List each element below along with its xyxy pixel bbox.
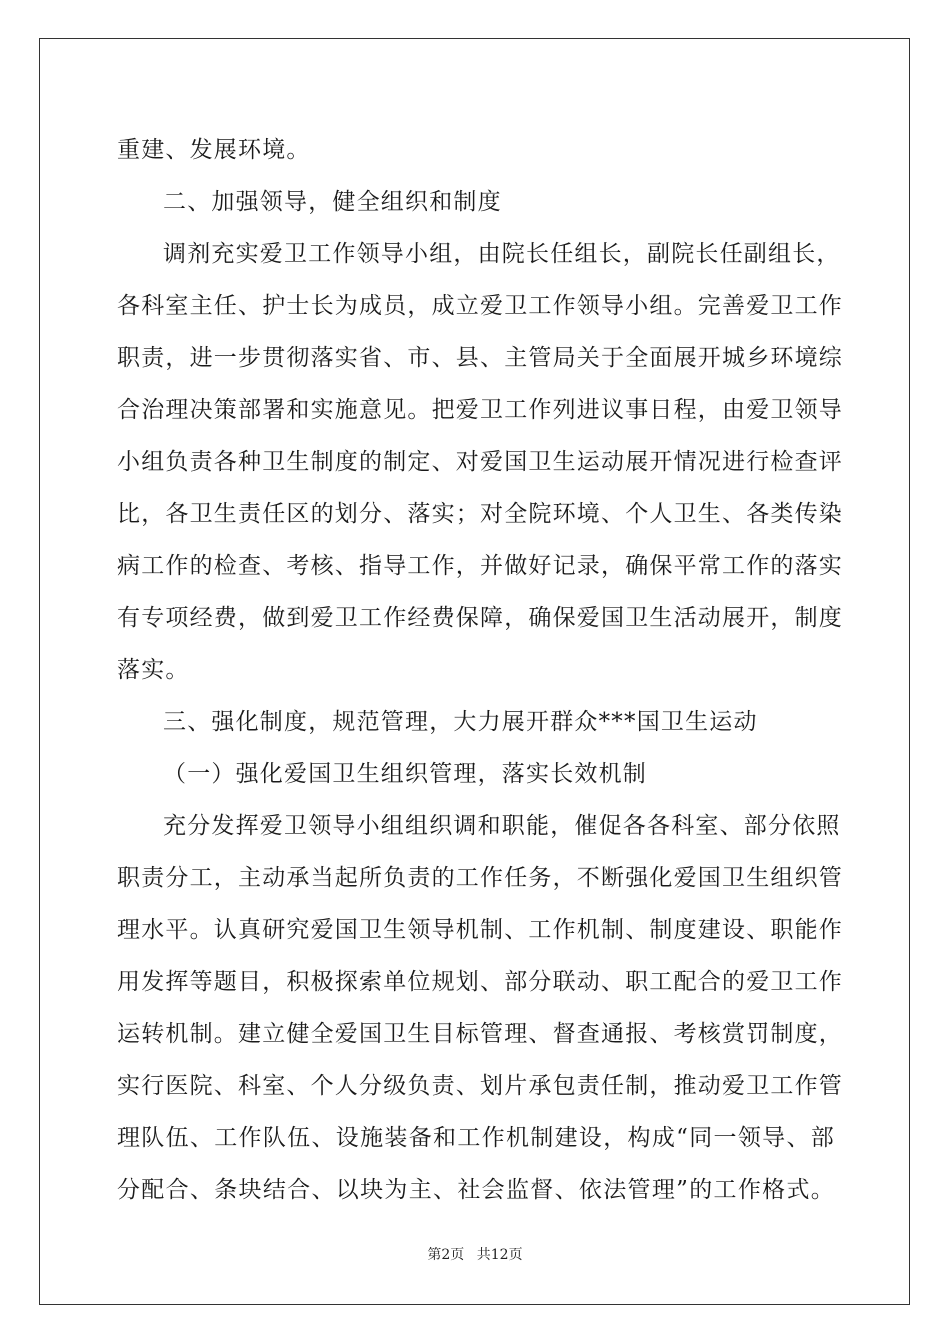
text-line: 有专项经费，做到爱卫工作经费保障，确保爱国卫生活动展开，制度: [117, 605, 843, 631]
text-line: 理队伍、工作队伍、设施装备和工作机制建设，构成“同一领导、部: [117, 1125, 835, 1151]
text-line: 调剂充实爱卫工作领导小组，由院长任组长，副院长任副组长，: [163, 241, 841, 267]
text-line: 各科室主任、护士长为成员，成立爱卫工作领导小组。完善爱卫工作: [117, 293, 843, 319]
page-number: 第2页: [427, 1247, 465, 1263]
text-line: 合治理决策部署和实施意见。把爱卫工作列进议事日程，由爱卫领导: [117, 397, 843, 423]
text-line: 落实。: [117, 657, 190, 683]
page-footer: [0, 1244, 950, 1264]
text-line: 职责分工，主动承当起所负责的工作任务，不断强化爱国卫生组织管: [117, 865, 843, 891]
text-line: 分配合、条块结合、以块为主、社会监督、依法管理”的工作格式。: [117, 1177, 835, 1203]
text-line: 职责，进一步贯彻落实省、市、县、主管局关于全面展开城乡环境综: [117, 345, 843, 371]
text-line: 三、强化制度，规范管理，大力展开群众***国卫生运动: [163, 709, 758, 735]
text-line: 小组负责各种卫生制度的制定、对爱国卫生运动展开情况进行检查评: [117, 449, 843, 475]
text-line: （一）强化爱国卫生组织管理，落实长效机制: [163, 761, 647, 787]
text-line: 病工作的检查、考核、指导工作，并做好记录，确保平常工作的落实: [117, 553, 843, 579]
document-body: [117, 124, 843, 1216]
text-line: 充分发挥爱卫领导小组组织调和职能，催促各各科室、部分依照: [163, 813, 841, 839]
text-line: 比，各卫生责任区的划分、落实；对全院环境、个人卫生、各类传染: [117, 501, 843, 527]
text-line: 二、加强领导，健全组织和制度: [163, 189, 502, 215]
text-line: 理水平。认真研究爱国卫生领导机制、工作机制、制度建设、职能作: [117, 917, 843, 943]
text-line: 重建、发展环境。: [117, 137, 311, 163]
text-line: 用发挥等题目，积极探索单位规划、部分联动、职工配合的爱卫工作: [117, 969, 843, 995]
text-line: 运转机制。建立健全爱国卫生目标管理、督查通报、考核赏罚制度，: [117, 1021, 843, 1047]
text-line: 实行医院、科室、个人分级负责、划片承包责任制，推动爱卫工作管: [117, 1073, 843, 1099]
page-total: 共12页: [476, 1247, 523, 1263]
